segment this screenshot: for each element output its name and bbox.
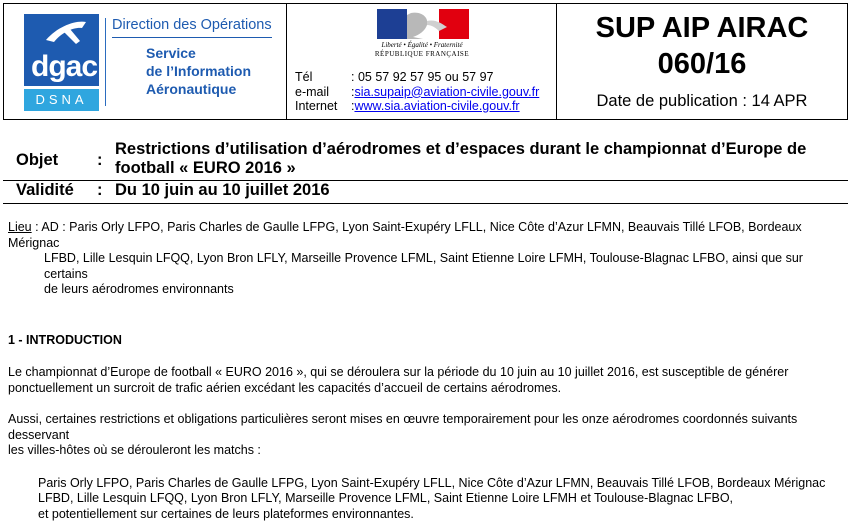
validite-colon: :	[97, 181, 103, 200]
aerodrome-list-line: LFBD, Lille Lesquin LFQQ, Lyon Bron LFLY, Marseille Provence LFML, Saint Etienne Loire LFMH et Toulouse-Blagnac LFBO,	[8, 491, 838, 507]
direction-title: Direction des Opérations	[112, 17, 272, 33]
publication-date: Date de publication : 14 APR	[557, 92, 847, 111]
website-link[interactable]: www.sia.aviation-civile.gouv.fr	[354, 99, 519, 114]
contact-value: :	[351, 85, 354, 100]
lieu-text: : AD : Paris Orly LFPO, Paris Charles de Gaulle LFPG, Lyon Saint-Exupéry LFLL, Nice Côte d’Azur LFMN, Beauvais Tillé LFOB, Bordeaux Mérignac	[8, 220, 802, 250]
title-line: SUP AIP AIRAC	[557, 10, 847, 46]
validite-label: Validité	[16, 181, 74, 200]
contact-info	[295, 70, 539, 114]
document-body	[8, 220, 838, 522]
direction-underline	[112, 37, 272, 38]
dsna-wordmark: DSNA	[24, 92, 99, 107]
validite-value: Du 10 juin au 10 juillet 2016	[115, 181, 330, 200]
dgac-logo	[24, 14, 99, 107]
objet-value: Restrictions d’utilisation d’aérodromes et d’espaces durant le championnat d’Europe de football « EURO 2016 »	[115, 140, 825, 178]
section-title: 1 - INTRODUCTION	[8, 333, 838, 349]
contact-label: Internet	[295, 99, 351, 114]
service-line: de l’Information	[146, 62, 251, 80]
contact-row	[295, 99, 539, 114]
aerodrome-list-line: Paris Orly LFPO, Paris Charles de Gaulle LFPG, Lyon Saint-Exupéry LFLL, Nice Côte d’Azur LFMN, Beauvais Tillé LFOB, Bordeaux Mérignac	[8, 476, 838, 492]
republic-block	[287, 4, 557, 119]
lieu-paragraph	[8, 220, 838, 251]
republic-motto: Liberté • Égalité • Fraternité	[287, 41, 557, 49]
intro-paragraph-line: Le championnat d’Europe de football « EURO 2016 », qui se déroulera sur la période du 10 juin au 10 juillet 2016, est susceptible de générer	[8, 365, 838, 381]
service-line: Aéronautique	[146, 80, 251, 98]
dgac-logo-top	[24, 14, 99, 86]
plane-icon	[24, 14, 99, 54]
document-title	[557, 10, 847, 82]
service-name	[146, 44, 251, 98]
contact-row	[295, 70, 539, 85]
objet-label: Objet	[16, 151, 58, 170]
lieu-line: LFBD, Lille Lesquin LFQQ, Lyon Bron LFLY, Marseille Provence LFML, Saint Etienne Loire LFMH, Toulouse-Blagnac LFBO, ainsi que sur certains	[8, 251, 838, 282]
contact-label: Tél	[295, 70, 351, 85]
republic-name: RÉPUBLIQUE FRANÇAISE	[287, 50, 557, 58]
contact-label: e-mail	[295, 85, 351, 100]
document-header	[3, 3, 848, 120]
restrictions-paragraph-line: Aussi, certaines restrictions et obligations particulières seront mises en œuvre temporairement pour les onze aérodromes coordonnés suivants desservant	[8, 412, 838, 443]
contact-row	[295, 85, 539, 100]
restrictions-paragraph-line: les villes-hôtes où se dérouleront les matchs :	[8, 443, 838, 459]
dgac-logo-block	[4, 4, 287, 119]
aerodrome-list-line: et potentiellement sur certaines de leurs plateformes environnantes.	[8, 507, 838, 522]
lieu-label: Lieu	[8, 220, 32, 234]
contact-value: : 05 57 92 57 95 ou 57 97	[351, 70, 494, 85]
contact-value: :	[351, 99, 354, 114]
title-number: 060/16	[557, 46, 847, 82]
intro-paragraph-line: ponctuellement un surcroit de trafic aérien excédant les capacités d’accueil de certains aérodromes.	[8, 381, 838, 397]
lieu-line: de leurs aérodromes environnants	[8, 282, 838, 298]
objet-colon: :	[97, 151, 103, 170]
validite-divider	[3, 203, 848, 204]
service-line: Service	[146, 44, 251, 62]
logo-divider	[105, 18, 106, 106]
title-block	[557, 4, 847, 119]
marianne-logo-icon	[377, 9, 469, 39]
email-link[interactable]: sia.supaip@aviation-civile.gouv.fr	[354, 85, 539, 100]
dgac-wordmark: dgac	[31, 50, 97, 84]
